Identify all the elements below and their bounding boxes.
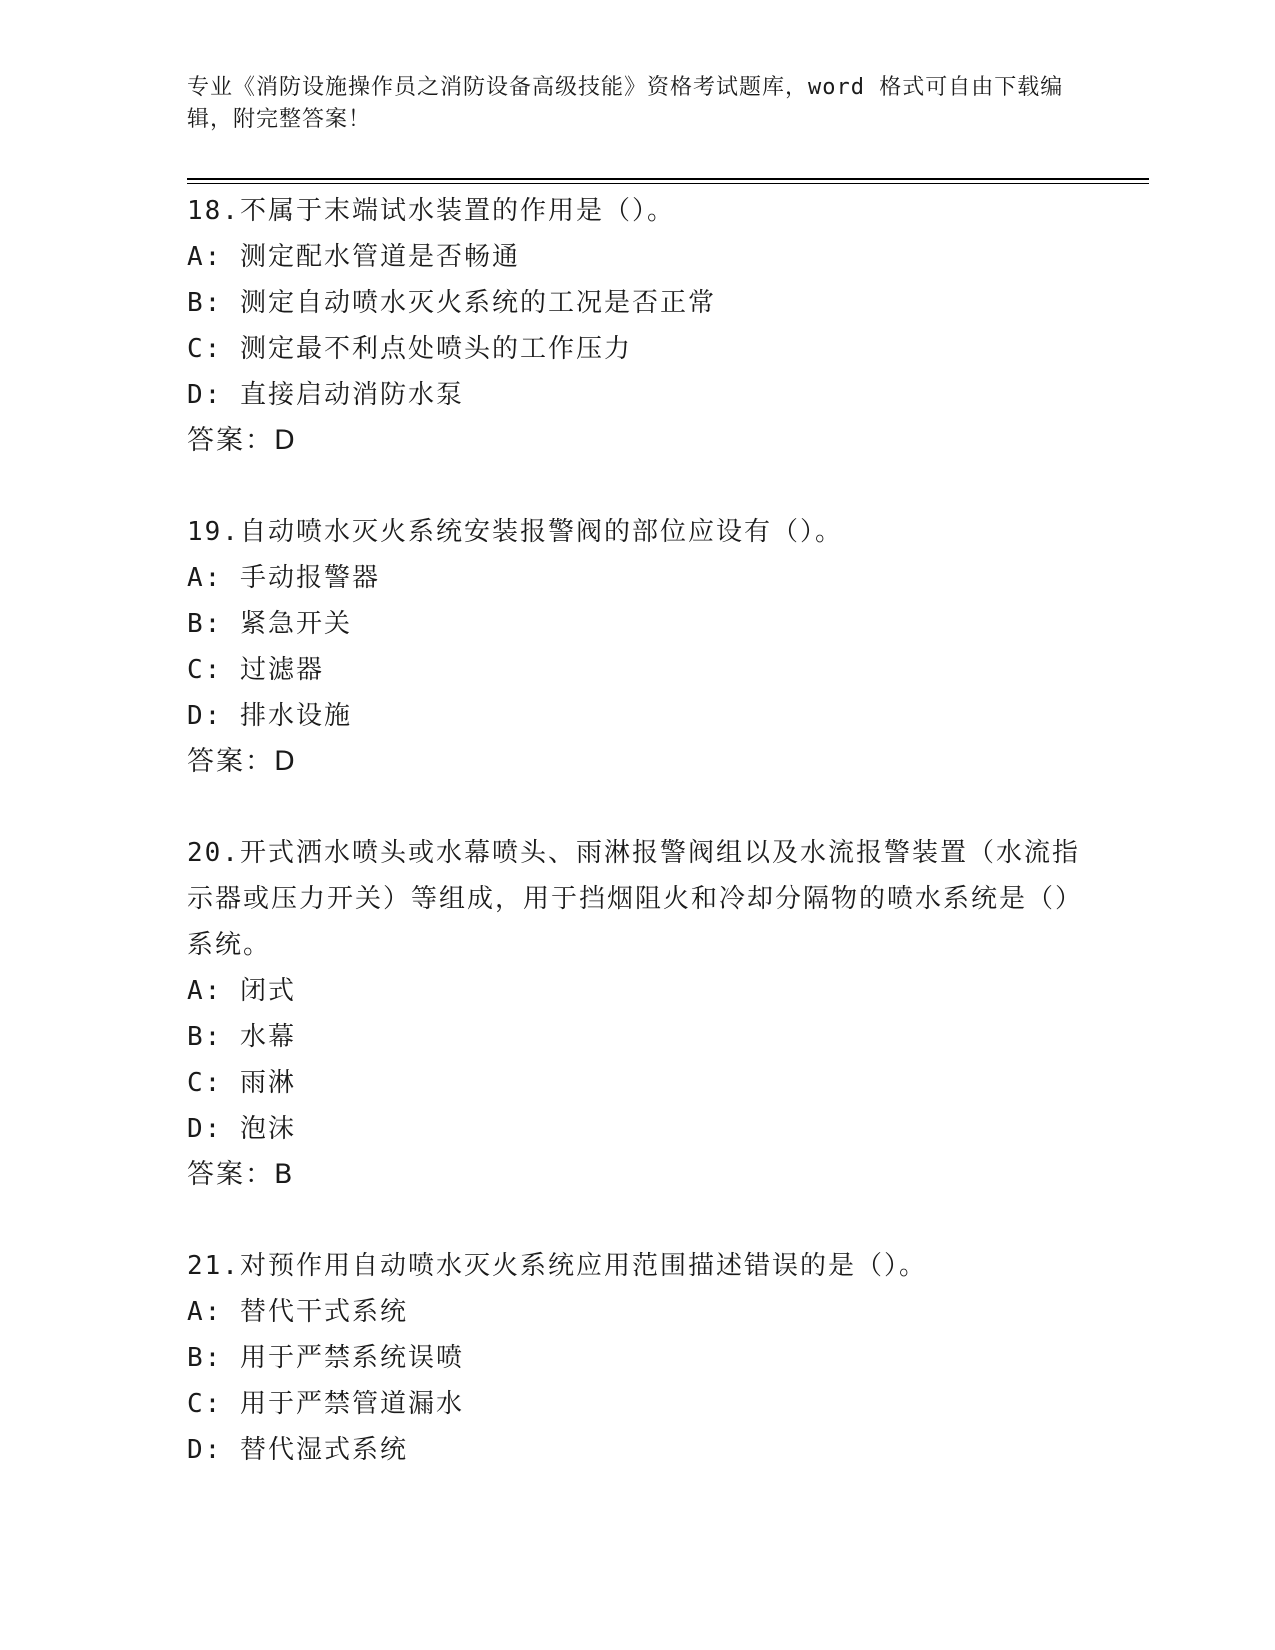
option-b: B: 用于严禁系统误喷 (187, 1343, 464, 1373)
question-stem: 18.不属于末端试水装置的作用是（）。 (187, 196, 675, 226)
question-18 (187, 188, 1087, 464)
question-stem: 20.开式洒水喷头或水幕喷头、雨淋报警阀组以及水流报警装置（水流指示器或压力开关）等组成，用于挡烟阻火和冷却分隔物的喷水系统是（）系统。 (187, 838, 1084, 960)
option-d: D: 替代湿式系统 (187, 1435, 408, 1465)
answer-line: 答案：D (187, 425, 297, 456)
option-a: A: 闭式 (187, 976, 296, 1006)
question-21 (187, 1243, 1087, 1473)
option-a: A: 替代干式系统 (187, 1297, 408, 1327)
option-b: B: 测定自动喷水灭火系统的工况是否正常 (187, 288, 716, 318)
option-b: B: 紧急开关 (187, 609, 352, 639)
question-20 (187, 830, 1087, 1198)
question-stem: 21.对预作用自动喷水灭火系统应用范围描述错误的是（）。 (187, 1251, 927, 1281)
answer-line: 答案：D (187, 746, 297, 777)
header-divider-thick (187, 178, 1149, 180)
question-list (187, 188, 1087, 1518)
option-d: D: 直接启动消防水泵 (187, 380, 464, 410)
option-c: C: 用于严禁管道漏水 (187, 1389, 464, 1419)
option-c: C: 过滤器 (187, 655, 324, 685)
option-b: B: 水幕 (187, 1022, 296, 1052)
header-divider-thin (187, 183, 1149, 184)
option-c: C: 雨淋 (187, 1068, 296, 1098)
option-a: A: 手动报警器 (187, 563, 380, 593)
question-19 (187, 509, 1087, 785)
option-a: A: 测定配水管道是否畅通 (187, 242, 520, 272)
option-d: D: 泡沫 (187, 1114, 296, 1144)
answer-line: 答案：B (187, 1159, 295, 1190)
option-c: C: 测定最不利点处喷头的工作压力 (187, 334, 632, 364)
option-d: D: 排水设施 (187, 701, 352, 731)
document-header: 专业《消防设施操作员之消防设备高级技能》资格考试题库，word 格式可自由下载编辑，附完整答案！ (187, 75, 1064, 132)
question-stem: 19.自动喷水灭火系统安装报警阀的部位应设有（）。 (187, 517, 843, 547)
